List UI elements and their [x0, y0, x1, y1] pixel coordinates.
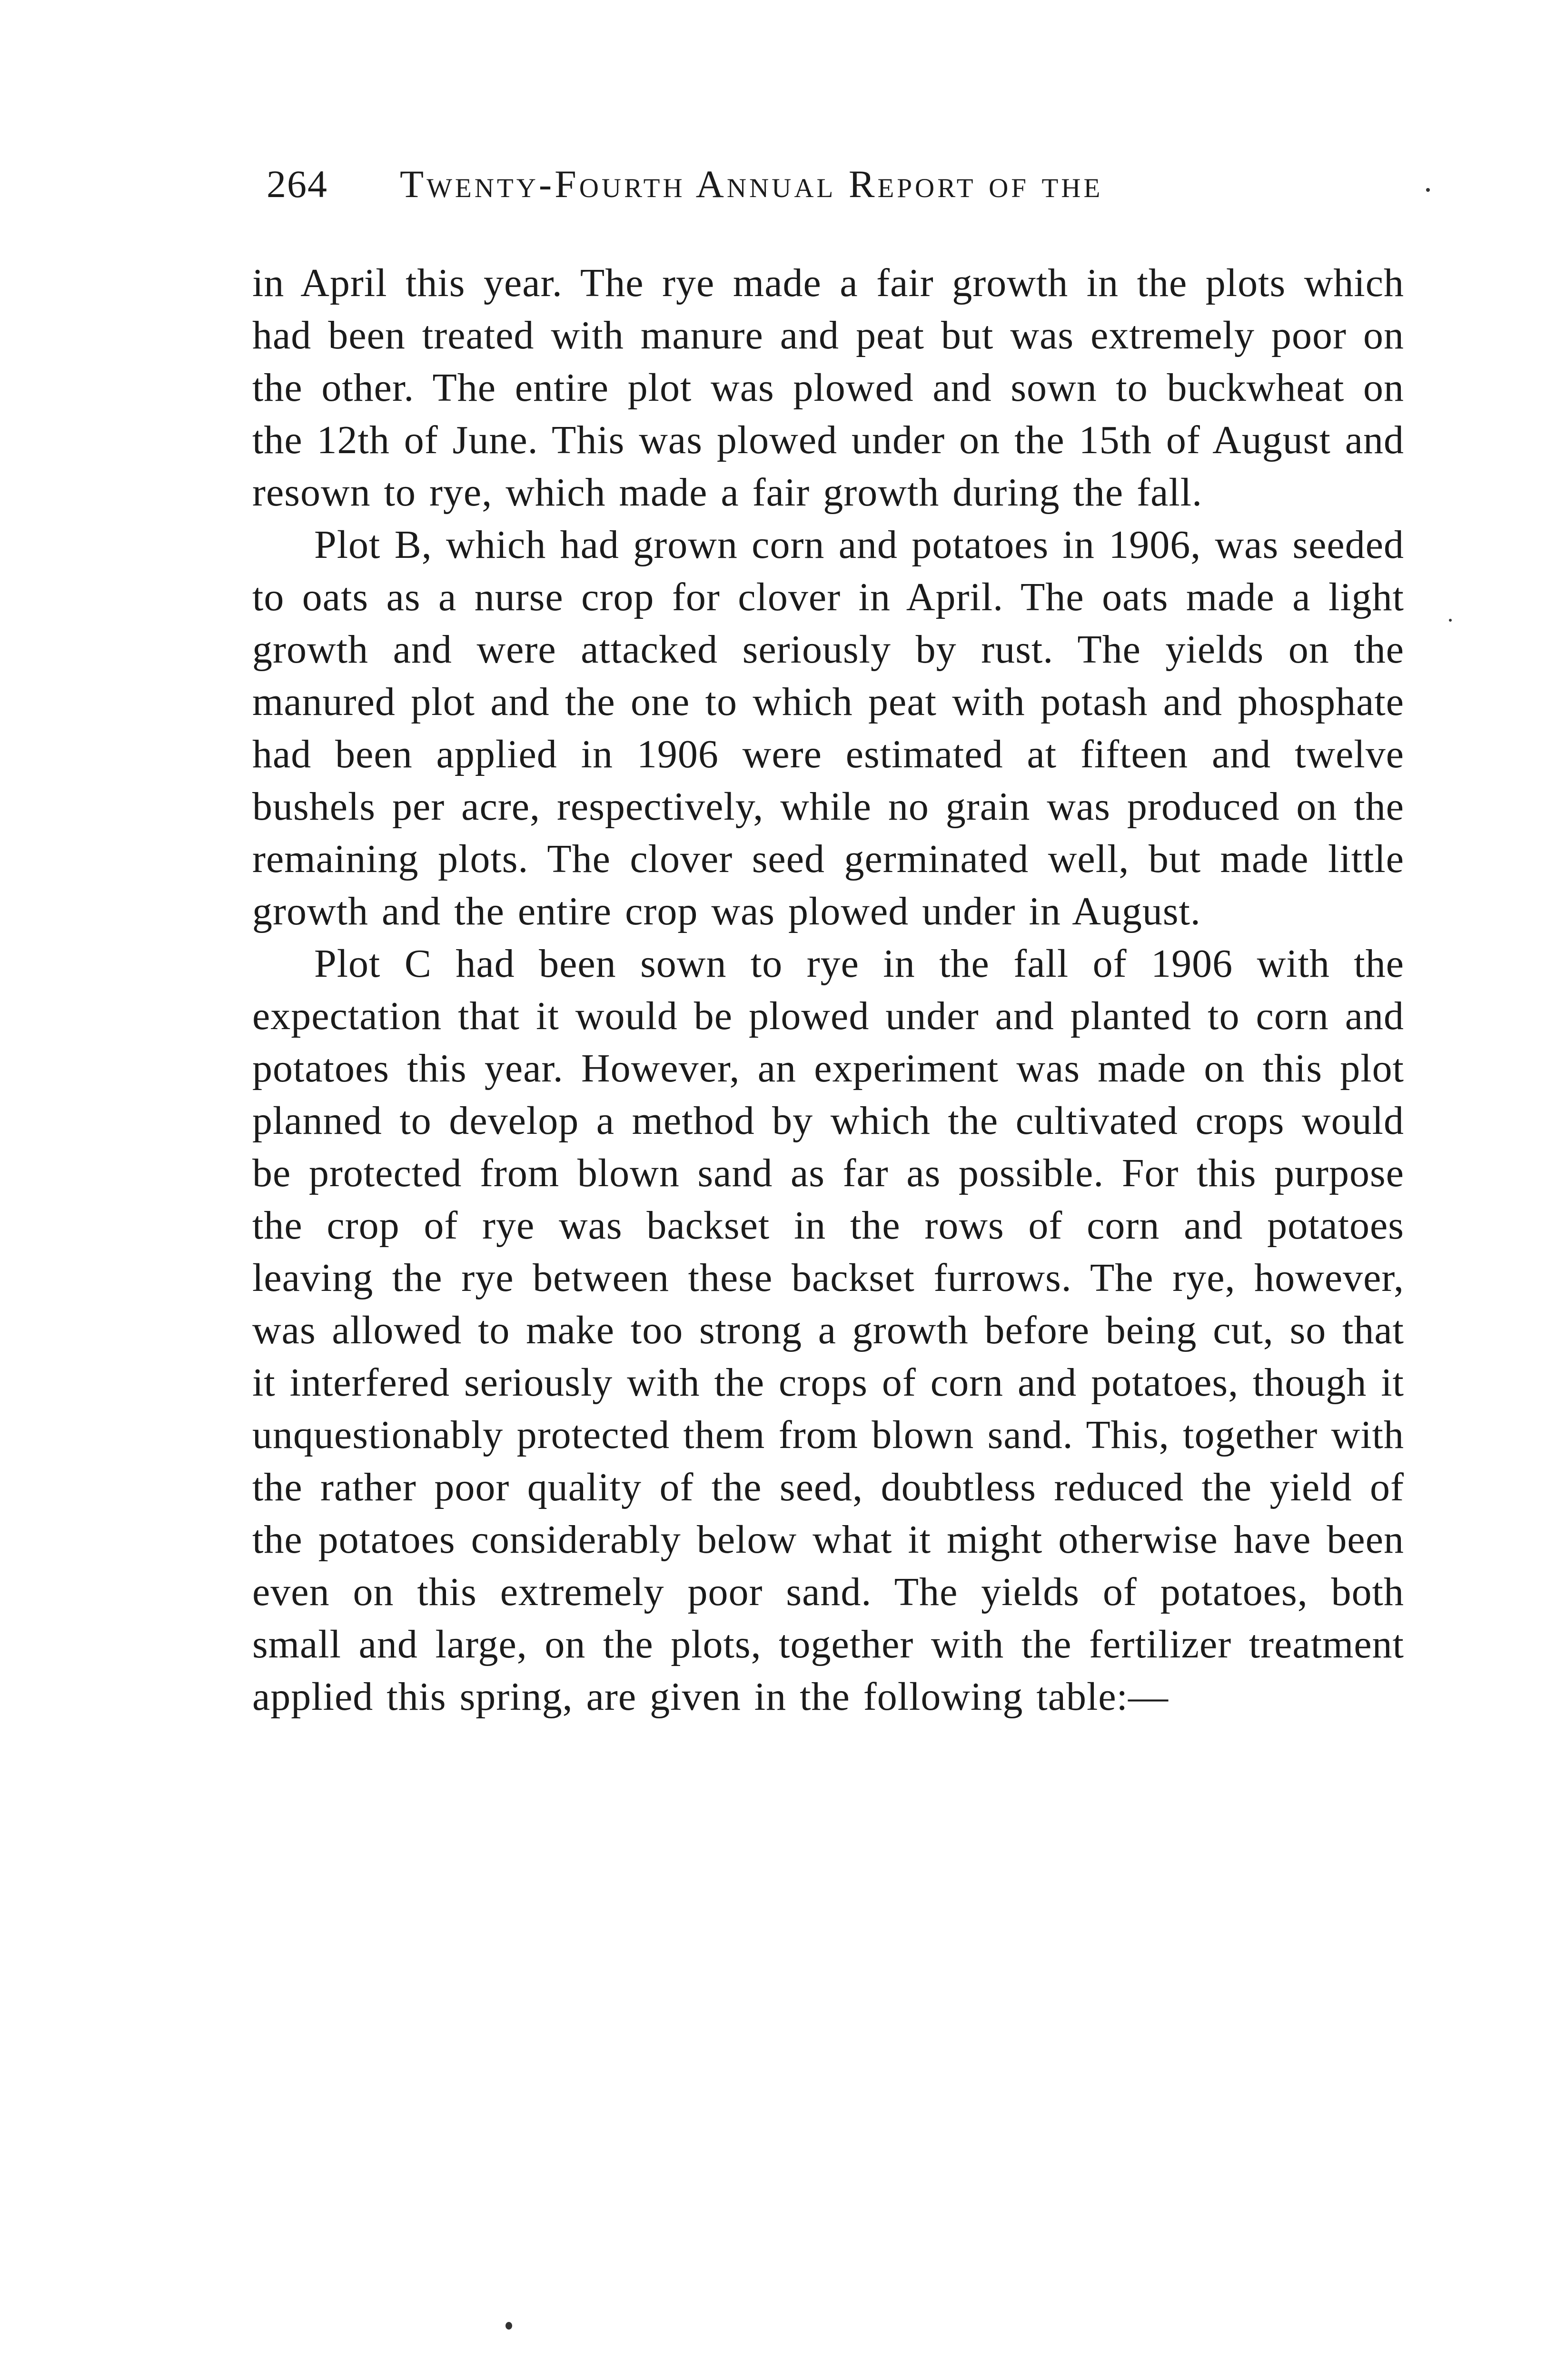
page-header	[267, 162, 1409, 219]
paragraph-plot-b: Plot B, which had grown corn and potatoes in 1906, was seeded to oats as a nurse crop for clover in April. The oats made a light growth and were attacked seriously by rust. The yields on the manured plot and the one to which peat with potash and phosphate had been applied in 1906 were estimated at fifteen and twelve bushels per acre, respectively, while no grain was produced on the remaining plots. The clover seed germinated well, but made little growth and the entire crop was plowed under in August.	[252, 523, 1404, 933]
page-number: 264	[267, 162, 328, 206]
body-text	[252, 257, 1404, 1723]
paragraph-continuation: in April this year. The rye made a fair growth in the plots which had been treated with manure and peat but was extremely poor on the other. The entire plot was plowed and sown to buckwheat on the 12th of June. This was plowed under on the 15th of August and resown to rye, which made a fair growth during the fall.	[252, 261, 1404, 515]
scan-speck	[1449, 619, 1452, 622]
scan-speck	[505, 2322, 512, 2330]
paragraph-plot-c: Plot C had been sown to rye in the fall of 1906 with the expectation that it would be plowed under and planted to corn and potatoes this year. However, an experiment was made on this plot planned to develop a method by which the cultivated crops would be protected from blown sand as far as possible. For this purpose the crop of rye was backset in the rows of corn and potatoes leaving the rye between these backset furrows. The rye, however, was allowed to make too strong a growth before being cut, so that it interfered seriously with the crops of corn and potatoes, though it unquestionably protected them from blown sand. This, together with the rather poor quality of the seed, doubtless reduced the yield of the potatoes considerably below what it might otherwise have been even on this extremely poor sand. The yields of potatoes, both small and large, on the plots, together with the fertilizer treatment applied this spring, are given in the following table:—	[252, 942, 1404, 1719]
scan-speck	[1426, 188, 1430, 192]
running-head: Twenty-Fourth Annual Report of the	[400, 162, 1103, 206]
